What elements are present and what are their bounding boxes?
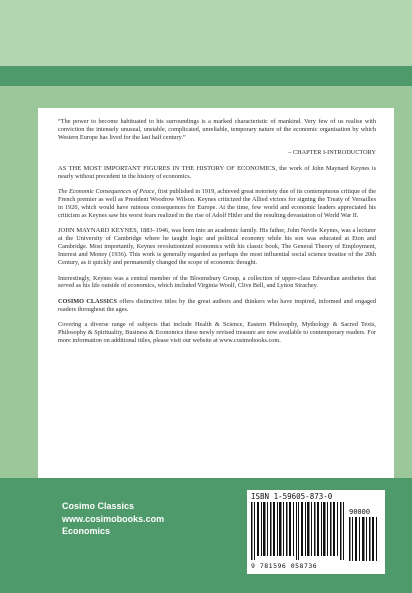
top-stripe xyxy=(0,66,412,86)
paragraph-intro xyxy=(58,165,376,181)
cosimo-classics-lead: COSIMO CLASSICS xyxy=(58,297,117,305)
paragraph-book xyxy=(58,188,376,220)
barcode-number: 9 781596 058736 xyxy=(251,562,318,570)
paragraph-author xyxy=(58,227,376,267)
price-barcode-graphic xyxy=(349,517,379,561)
barcode-box xyxy=(247,490,385,574)
back-cover-text xyxy=(58,118,376,353)
paragraph-text: 1883–1946, was born into an academic family. His father, John Nevile Keynes, was a lecturer at the University of Cambridge where he taught logic and political economy while his son was educated at Eton and Cambridge. Most importantly, Keynes revolutionized economics with his classic book, The General Theory of Employment, Interest and Money (1936). This work is generally regarded as perhaps the most influential social science treatise of the 20th Century, as it quickly and permanently changed the scope of economic thought. xyxy=(58,227,377,267)
paragraph-lead: JOHN MAYNARD KEYNES, xyxy=(58,227,139,235)
opening-quote: “The power to become habituated to his surroundings is a marked characteristic of mankind. Very few of us realise with conviction the intensely unusual, unstable, complicated, unreliable, temporary nature of the economic organisation by which Western Europe has lived for the last half century.” xyxy=(58,118,376,141)
paragraph-subjects: Covering a diverse range of subjects that include Health & Science, Eastern Philosophy, Mythology & Sacred Texts, Philosophy & Spirituality, Business & Economics these newly revised treasure are now available to contemporary readers. For more information on additional titles, please visit our website at www.cosimobooks.com. xyxy=(58,321,376,345)
publisher-name: Cosimo Classics xyxy=(62,501,135,511)
paragraph-text: offers distinctive titles by the great authors and thinkers who have inspired, informed and engaged readers throughout the ages. xyxy=(58,297,376,313)
barcode-graphic xyxy=(251,502,345,560)
book-category: Economics xyxy=(62,526,111,536)
paragraph-text: first published in 1919, achieved great notoriety due of its contemptuous critique of the French premier as well as President Woodrow Wilson. Keynes criticized the Allied victors for signing the Treaty of Versailles in 1920, which would have ruinous consequences for Europe. At the time, few world and economic leaders appreciated his criticism as Keynes saw his worst fears realized in the rise of Adolf Hitler and the resulting devastation of World War II. xyxy=(58,188,376,219)
top-band xyxy=(0,0,412,66)
quote-attribution: – CHAPTER I-INTRODUCTORY xyxy=(288,149,376,157)
book-title: The Economic Consequences of Peace, xyxy=(58,188,157,196)
paragraph-bloomsbury: Interestingly, Keynes was a central member of the Bloomsbury Group, a collection of upper-class Edwardian aesthetes that served as his life outside of economics, which included Virginia Woolf, Clive Bell, and Lytton Strachey. xyxy=(58,274,376,290)
paragraph-cosimo xyxy=(58,298,376,314)
paragraph-text: the work of John Maynard Keynes is nearly without precedent in the history of economics. xyxy=(58,164,376,180)
paragraph-lead: AS THE MOST IMPORTANT FIGURES IN THE HISTORY OF ECONOMICS, xyxy=(58,164,277,172)
publisher-footer xyxy=(62,500,164,538)
isbn-text: ISBN 1-59605-873-0 xyxy=(251,492,333,501)
publisher-website: www.cosimobooks.com xyxy=(62,513,165,524)
price-code: 90000 xyxy=(349,508,371,516)
